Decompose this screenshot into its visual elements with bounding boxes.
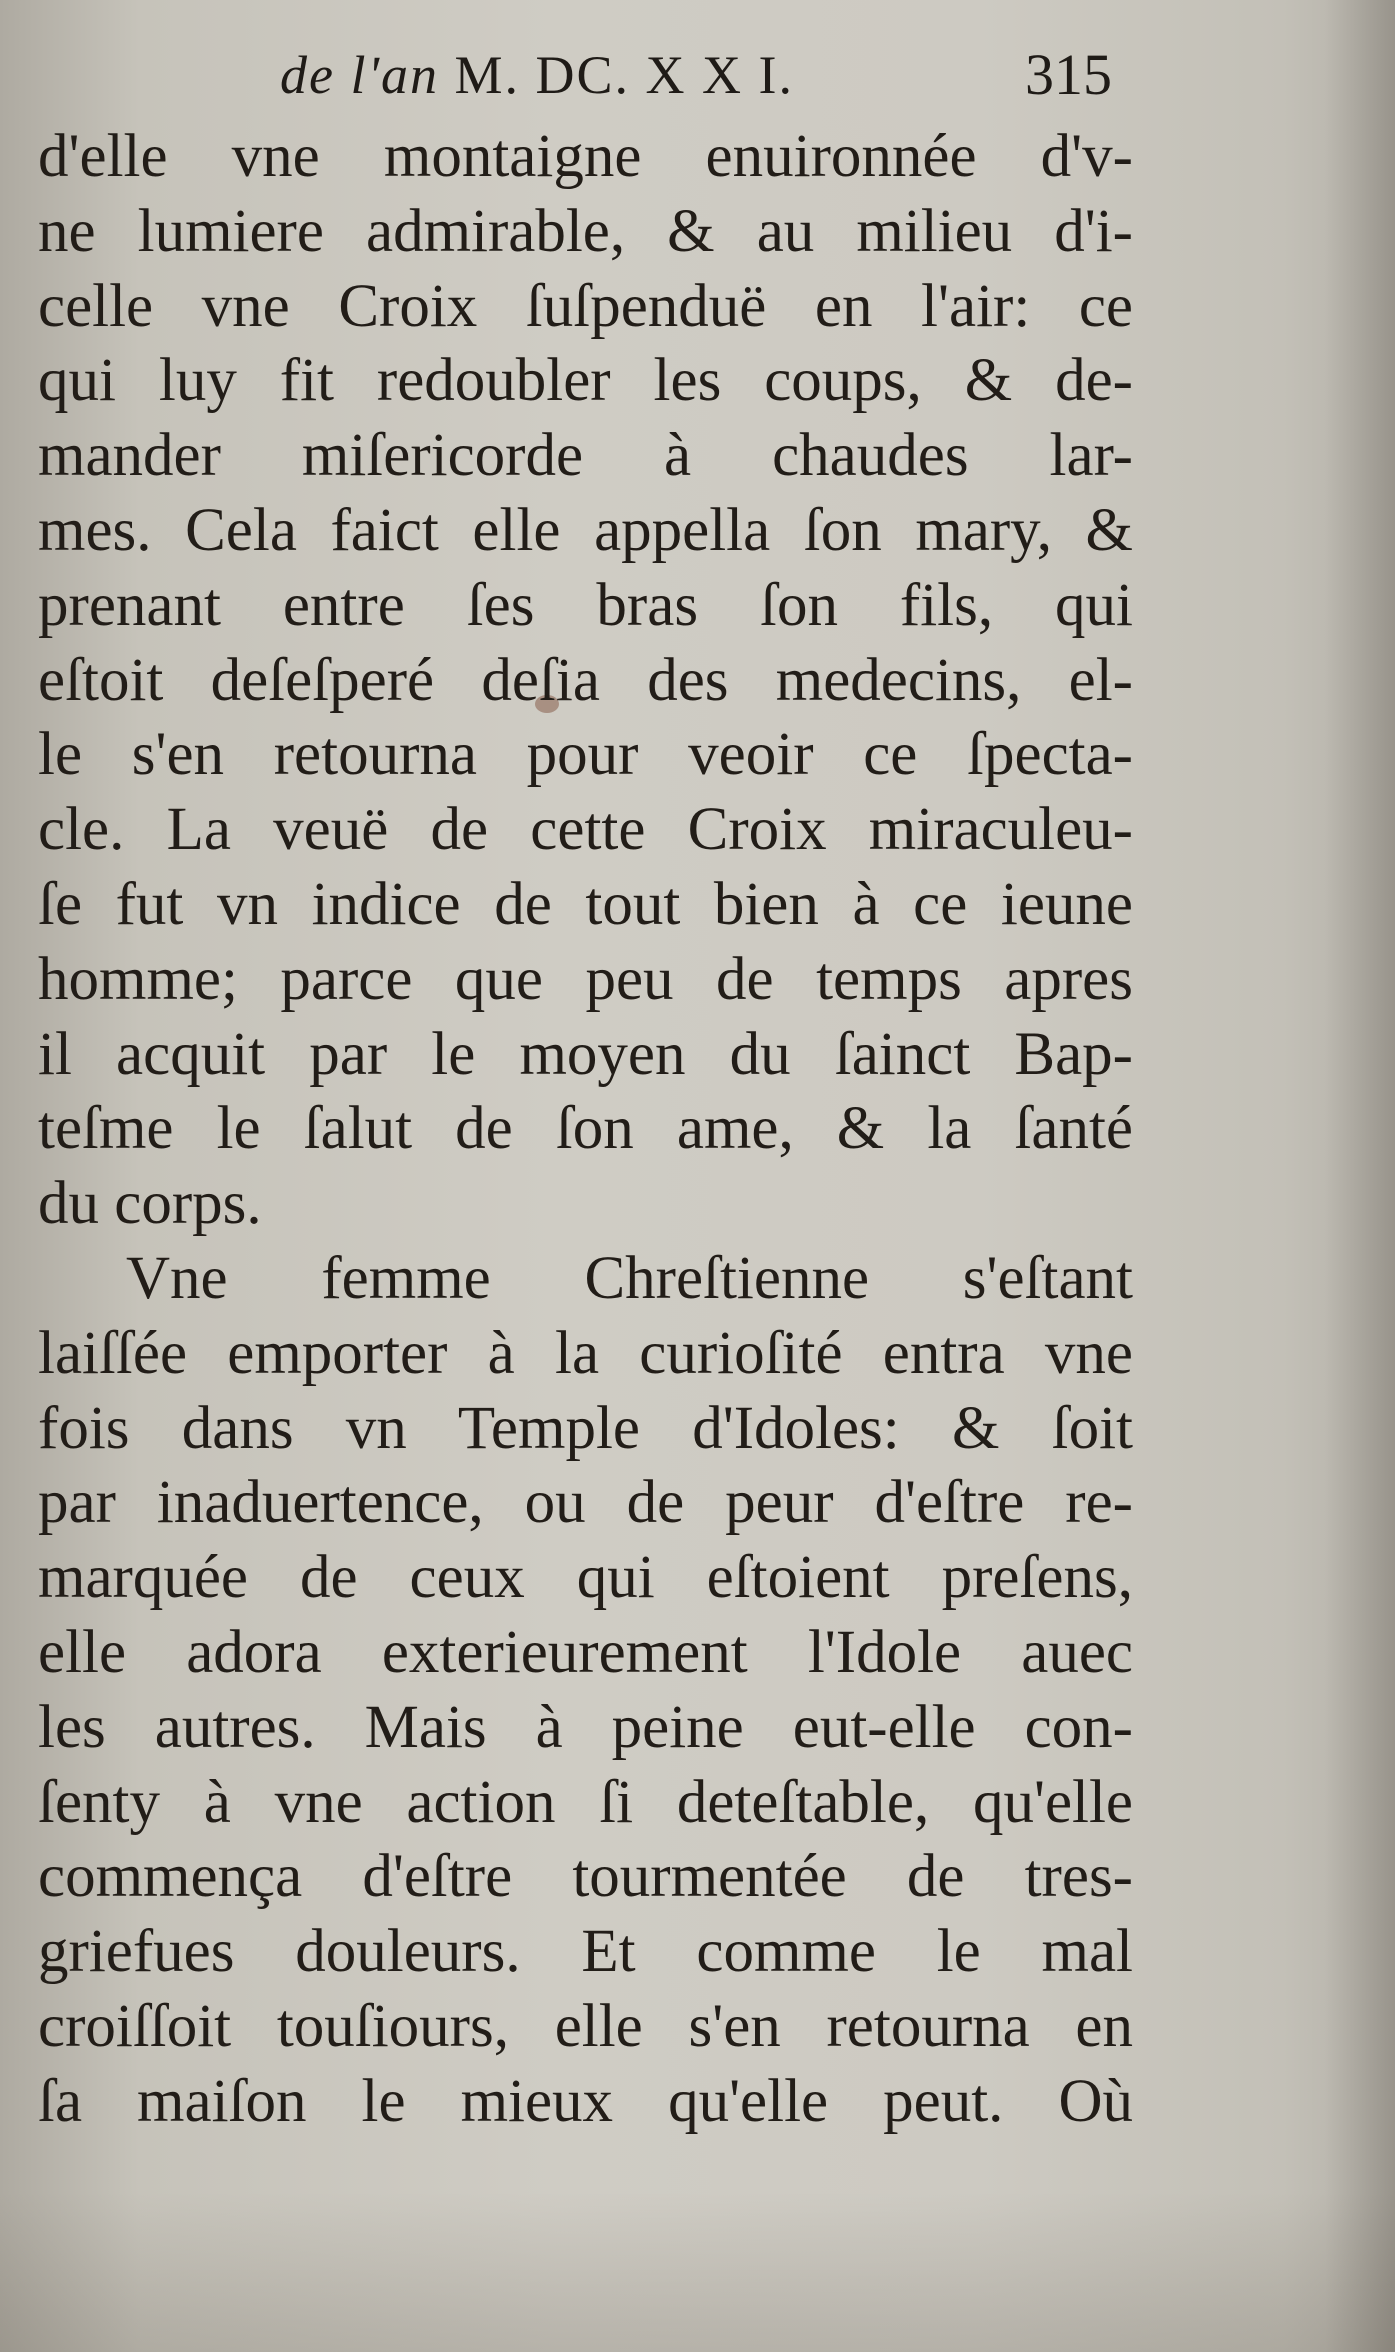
text-line: laiſſée emporter à la curioſité entra vne bbox=[38, 1319, 1133, 1387]
running-title bbox=[280, 40, 794, 110]
text-line: marquée de ceux qui eſtoient preſens, bbox=[38, 1544, 1133, 1612]
text-line: du corps. bbox=[38, 1170, 262, 1238]
text-line: croiſſoit touſiours, elle s'en retourna en bbox=[38, 1992, 1133, 2060]
text-line: ſa maiſon le mieux qu'elle peut. Où bbox=[38, 2067, 1133, 2135]
text-line: celle vne Croix ſuſpenduë en l'air: ce bbox=[38, 272, 1133, 340]
text-line: eſtoit deſeſperé deſia des medecins, el- bbox=[38, 646, 1133, 714]
page-edge-shadow bbox=[1325, 0, 1395, 2352]
text-line: ne lumiere admirable, & au milieu d'i- bbox=[38, 197, 1133, 265]
text-line: griefues douleurs. Et comme le mal bbox=[38, 1918, 1133, 1986]
text-line: homme; parce que peu de temps apres bbox=[38, 945, 1133, 1013]
text-line: mes. Cela faict elle appella ſon mary, & bbox=[38, 496, 1133, 564]
text-line: mander miſericorde à chaudes lar- bbox=[38, 422, 1133, 490]
text-line: d'elle vne montaigne enuironnée d'v- bbox=[38, 123, 1133, 190]
text-line: cle. La veuë de cette Croix miraculeu- bbox=[38, 796, 1133, 864]
text-line: le s'en retourna pour veoir ce ſpecta- bbox=[38, 721, 1133, 789]
text-line: ſe fut vn indice de tout bien à ce ieune bbox=[38, 870, 1133, 938]
text-line: les autres. Mais à peine eut-elle con- bbox=[38, 1693, 1133, 1761]
page-number: 315 bbox=[1025, 42, 1112, 107]
text-line: teſme le ſalut de ſon ame, & la ſanté bbox=[38, 1095, 1133, 1163]
paragraph-first-line: Vne femme Chreſtienne s'eſtant bbox=[126, 1244, 1133, 1312]
text-line: commença d'eſtre tourmentée de tres- bbox=[38, 1843, 1133, 1911]
running-title-year: M. DC. X X I. bbox=[439, 45, 795, 105]
text-line: par inaduertence, ou de peur d'eſtre re- bbox=[38, 1469, 1133, 1537]
text-line: il acquit par le moyen du ſainct Bap- bbox=[38, 1020, 1133, 1088]
text-line: ſenty à vne action ſi deteſtable, qu'elle bbox=[38, 1768, 1133, 1836]
text-line: elle adora exterieurement l'Idole auec bbox=[38, 1618, 1133, 1686]
running-title-italic: de l'an bbox=[280, 45, 440, 105]
page-header bbox=[40, 40, 1160, 110]
page-bottom-shadow bbox=[0, 2192, 1395, 2352]
text-line: fois dans vn Temple d'Idoles: & ſoit bbox=[38, 1394, 1133, 1462]
text-line: prenant entre ſes bras ſon fils, qui bbox=[38, 571, 1133, 639]
body-text bbox=[38, 120, 1133, 2140]
text-line: qui luy fit redoubler les coups, & de- bbox=[38, 347, 1133, 415]
